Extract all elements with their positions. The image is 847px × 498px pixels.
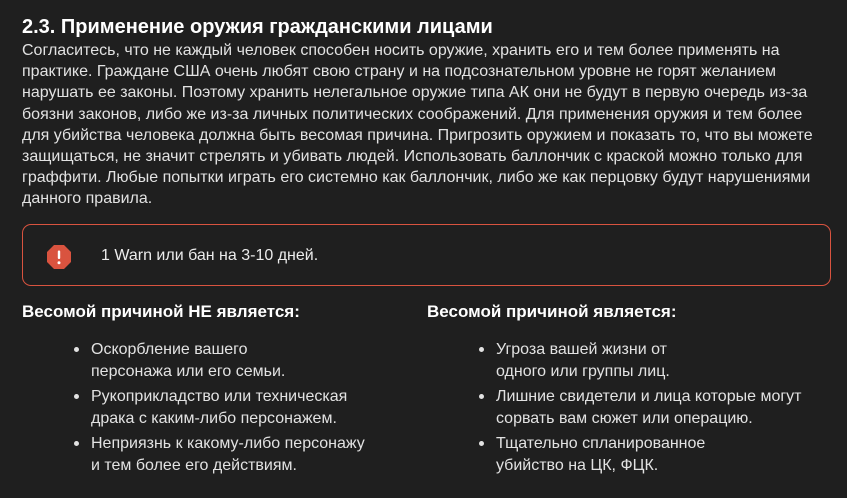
bullet-icon [479,441,484,446]
bullet-icon [479,394,484,399]
not-valid-reasons-title: Весомой причиной НЕ является: [22,302,300,321]
list-item-text: Оскорбление вашего персонажа или его семьи. [91,341,286,380]
list-item [22,339,422,382]
list-item [427,433,827,476]
not-valid-reasons-list [22,339,422,476]
list-item-text: Неприязнь к какому-либо персонажу и тем более его действиям. [91,435,365,474]
valid-reasons-title: Весомой причиной является: [427,302,677,321]
not-valid-reasons-column [22,301,422,480]
valid-reasons-column [427,301,827,480]
list-item-text: Угроза вашей жизни от одного или группы лиц. [496,341,670,380]
rules-section [22,14,834,474]
bullet-icon [479,347,484,352]
list-item [427,386,827,429]
bullet-icon [74,441,79,446]
valid-reasons-list [427,339,827,476]
bullet-icon [74,347,79,352]
warning-octagon-icon [46,244,72,270]
list-item-text: Тщательно спланированное убийство на ЦК, ФЦК. [496,435,706,474]
warning-callout [22,224,831,286]
list-item [427,339,827,382]
section-paragraph: Согласитесь, что не каждый человек способен носить оружие, хранить его и тем более применять на практике. Граждане США очень любят свою страну и на подсознательном уровне не горят желанием нарушать ее законы. Поэтому хранить нелегальное оружие типа АК они не будут в первую очередь из-за боязни законов, либо же из-за личных политических соображений. Для применения оружия и тем более для убийства человека должна быть весомая причина. Пригрозить оружием и показать то, что вы можете защищаться, не значит стрелять и убивать людей. Использовать баллончик с краской можно только для граффити. Любые попытки играть его системно как баллончик, либо же как перцовку будут нарушениями данного правила. [22,42,813,208]
list-item [22,386,422,429]
warning-text: 1 Warn или бан на 3-10 дней. [101,247,319,264]
list-item-text: Лишние свидетели и лица которые могут сорвать вам сюжет или операцию. [496,388,802,427]
bullet-icon [74,394,79,399]
list-item [22,433,422,476]
section-title: 2.3. Применение оружия гражданскими лицами [22,16,493,38]
list-item-text: Рукоприкладство или техническая драка с каким-либо персонажем. [91,388,348,427]
